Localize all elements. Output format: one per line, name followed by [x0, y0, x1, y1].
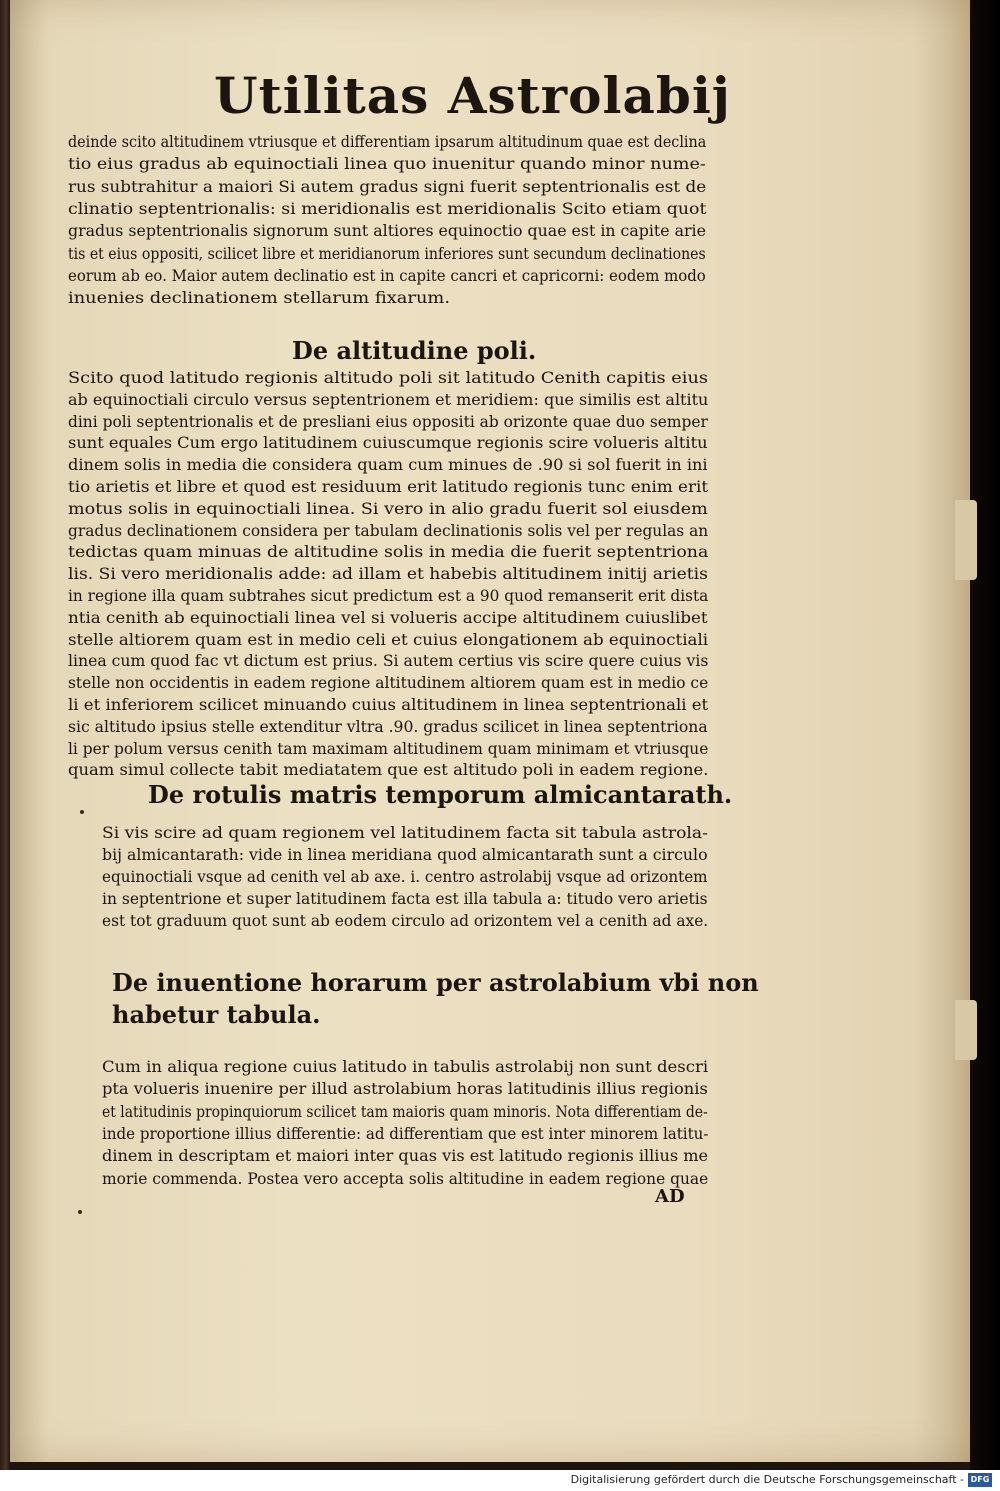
text-line: gradus septentrionalis signorum sunt altiores equinoctio quae est in capite arie: [68, 222, 706, 241]
text-line: clinatio septentrionalis: si meridionalis est meridionalis Scito etiam quot: [68, 199, 707, 218]
page-edge-tab: [955, 500, 977, 580]
text-line: stelle non occidentis in eadem regione altitudinem altiorem quam est in medio ce: [68, 674, 709, 693]
text-line: linea cum quod fac vt dictum est prius. Si autem certius vis scire quere cuius vis: [68, 652, 709, 671]
text-line: tis et eius oppositi, scilicet libre et meridianorum inferiores sunt secundum declinationes: [68, 244, 706, 263]
text-line: tio arietis et libre et quod est residuum erit latitudo regionis tunc enim erit: [68, 478, 709, 496]
binding-edge: [0, 0, 10, 1470]
text-line: inde proportione illius differentie: ad differentiam que est inter minorem latitu-: [102, 1124, 709, 1143]
text-line: equinoctiali vsque ad cenith vel ab axe. i. centro astrolabij vsque ad orizontem: [102, 868, 708, 886]
text-line: est tot graduum quot sunt ab eodem circulo ad orizontem vel a cenith ad axe.: [102, 912, 709, 930]
text-line: sic altitudo ipsius stelle extenditur vltra .90. gradus scilicet in linea septentriona: [68, 717, 708, 736]
dfg-logo-icon: DFG: [968, 1473, 992, 1487]
text-line: Scito quod latitudo regionis altitudo poli sit latitudo Cenith capitis eius: [68, 369, 708, 387]
text-line: gradus declinationem considera per tabulam declinationis solis vel per regulas an: [68, 521, 709, 540]
text-line: motus solis in equinoctiali linea. Si vero in alio gradu fuerit sol eiusdem: [68, 499, 708, 518]
text-line: li et inferiorem scilicet minuando cuius altitudinem in linea septentrionali et: [68, 696, 709, 714]
text-line: tedictas quam minuas de altitudine solis in media die fuerit septentriona: [68, 543, 709, 562]
text-line: bij almicantarath: vide in linea meridiana quod almicantarath sunt a circulo: [102, 846, 708, 864]
text-line: rus subtrahitur a maiori Si autem gradus signi fuerit septentrionalis est de: [68, 177, 707, 196]
footer-credit: Digitalisierung gefördert durch die Deutsche Forschungsgemeinschaft -: [570, 1473, 964, 1486]
text-line: quam simul collecte tabit mediatatem que est altitudo poli in eadem regione.: [68, 761, 709, 780]
text-line: ab equinoctiali circulo versus septentrionem et meridiem: que similis est altitu: [68, 390, 709, 409]
text-line: inuenies declinationem stellarum fixarum.: [68, 289, 450, 308]
text-line: in septentrione et super latitudinem facta est illa tabula a: titudo vero arietis: [102, 890, 708, 908]
text-line: dinem in descriptam et maiori inter quas vis est latitudo regionis illius me: [102, 1147, 709, 1166]
text-line: tio eius gradus ab equinoctiali linea quo inuenitur quando minor nume-: [68, 155, 706, 174]
heading-inuentione-line-2: habetur tabula.: [112, 1000, 321, 1029]
text-line: dinem solis in media die considera quam cum minues de .90 si sol fuerit in ini: [68, 456, 708, 475]
text-line: pta volueris inuenire per illud astrolabium horas latitudinis illius regionis: [102, 1080, 708, 1099]
heading-rotulis: De rotulis matris temporum almicantarath.: [148, 780, 733, 809]
page-title: Utilitas Astrolabij: [214, 66, 731, 125]
footer-bar: [0, 1470, 1000, 1491]
page-edge-tab: [955, 1000, 977, 1060]
text-line: li per polum versus cenith tam maximam altitudinem quam minimam et vtriusque: [68, 739, 709, 758]
heading-inuentione-line-1: De inuentione horarum per astrolabium vbi non: [112, 968, 759, 997]
text-line: morie commenda. Postea vero accepta solis altitudine in eadem regione quae: [102, 1169, 709, 1188]
folio-mark: AD: [655, 1186, 685, 1207]
text-line: et latitudinis propinquiorum scilicet tam maioris quam minoris. Nota differentiam de-: [102, 1102, 708, 1121]
page-shadow-edge: [970, 0, 1000, 1470]
heading-altitudine-poli: De altitudine poli.: [292, 336, 537, 365]
text-line: sunt equales Cum ergo latitudinem cuiuscumque regionis scire volueris altitu: [68, 434, 708, 453]
ink-speck: [80, 810, 84, 814]
text-line: stelle altiorem quam est in medio celi et cuius elongationem ab equinoctiali: [68, 630, 709, 649]
text-line: lis. Si vero meridionalis adde: ad illam et habebis altitudinem initij arietis: [68, 565, 708, 584]
text-line: in regione illa quam subtrahes sicut predictum est a 90 quod remanserit erit dista: [68, 587, 709, 605]
text-line: Cum in aliqua regione cuius latitudo in tabulis astrolabij non sunt descri: [102, 1058, 709, 1076]
text-line: eorum ab eo. Maior autem declinatio est in capite cancri et capricorni: eodem modo: [68, 266, 706, 285]
ink-speck: [78, 1210, 82, 1214]
text-line: Si vis scire ad quam regionem vel latitudinem facta sit tabula astrola-: [102, 824, 708, 842]
text-line: deinde scito altitudinem vtriusque et differentiam ipsarum altitudinum quae est declina: [68, 133, 707, 151]
text-line: dini poli septentrionalis et de presliani eius oppositi ab orizonte quae duo semper: [68, 412, 708, 431]
text-line: ntia cenith ab equinoctiali linea vel si volueris accipe altitudinem cuiuslibet: [68, 608, 708, 627]
